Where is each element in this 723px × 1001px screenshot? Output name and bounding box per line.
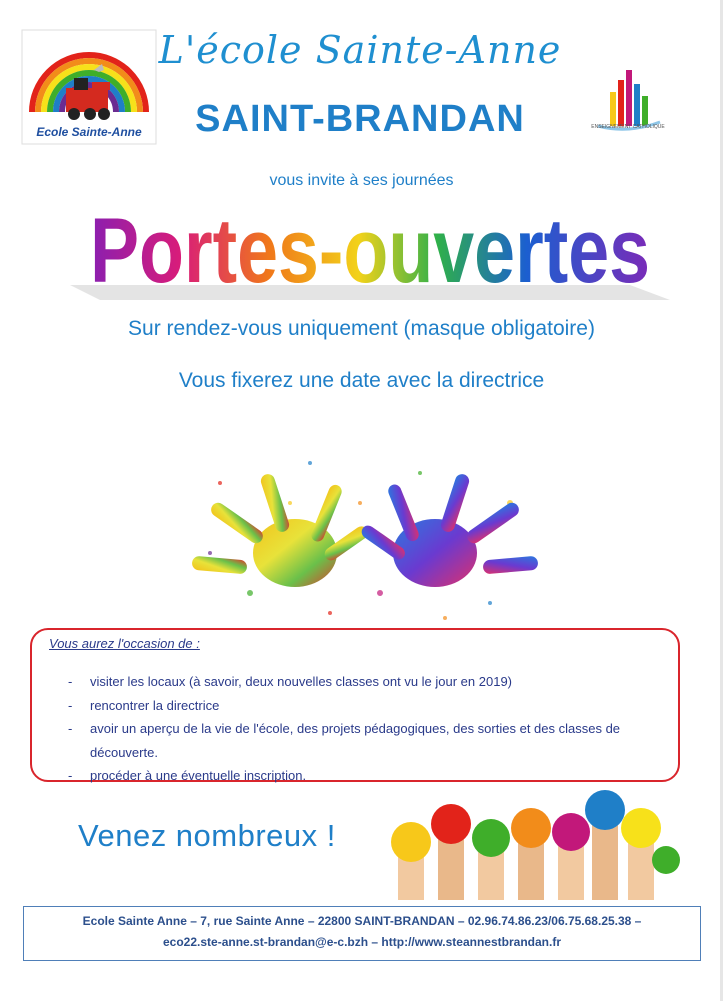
logo-left-label: Ecole Sainte-Anne [36,125,142,139]
painted-hands-image [190,443,540,628]
date-line: Vous fixerez une date avec la directrice [178,369,545,392]
closing-text: Venez nombreux ! [78,818,336,853]
info-box-title: Vous aurez l'occasion de : [49,636,200,651]
city-title: SAINT-BRANDAN [195,98,525,140]
headline-portes-ouvertes [70,200,670,310]
school-name: L'école Sainte-Anne [158,28,562,72]
bullet-dash-icon: - [68,674,73,689]
bullet-dash-icon: - [68,697,73,713]
school-logo [22,30,156,144]
bullet-dash-icon: - [68,768,73,783]
list-item [68,694,658,718]
list-item [68,670,658,694]
footer-contact [23,906,701,961]
list-item-text: avoir un aperçu de la vie de l'école, des projets pédagogiques, des sorties et des classes de découverte. [90,721,621,760]
info-list [68,670,658,788]
appointment-line: Sur rendez-vous uniquement (masque obligatoire) [128,317,595,340]
invite-text: vous invite à ses journées [269,172,454,189]
logo-right-label: ENSEIGNEMENT CATHOLIQUE [591,124,665,130]
list-item [68,764,658,788]
bullet-dash-icon: - [68,721,73,736]
list-item [68,717,658,764]
headline-text: Portes-ouvertes [90,200,650,302]
footer-email-website: eco22.ste-anne.st-brandan@e-c.bzh – http://www.steannestbrandan.fr [163,935,561,949]
list-item-text: visiter les locaux (à savoir, deux nouvelles classes ont vu le jour en 2019) [90,674,512,689]
footer-address: Ecole Sainte Anne – 7, rue Sainte Anne – 22800 SAINT-BRANDAN – 02.96.74.86.23/06.75.68.25.38 – [82,914,642,928]
info-box [30,628,680,782]
list-item-text: procéder à une éventuelle inscription. [90,768,307,783]
list-item-text: rencontrer la directrice [90,697,220,713]
children-hands-image [380,790,680,900]
catholic-education-logo [588,62,668,148]
